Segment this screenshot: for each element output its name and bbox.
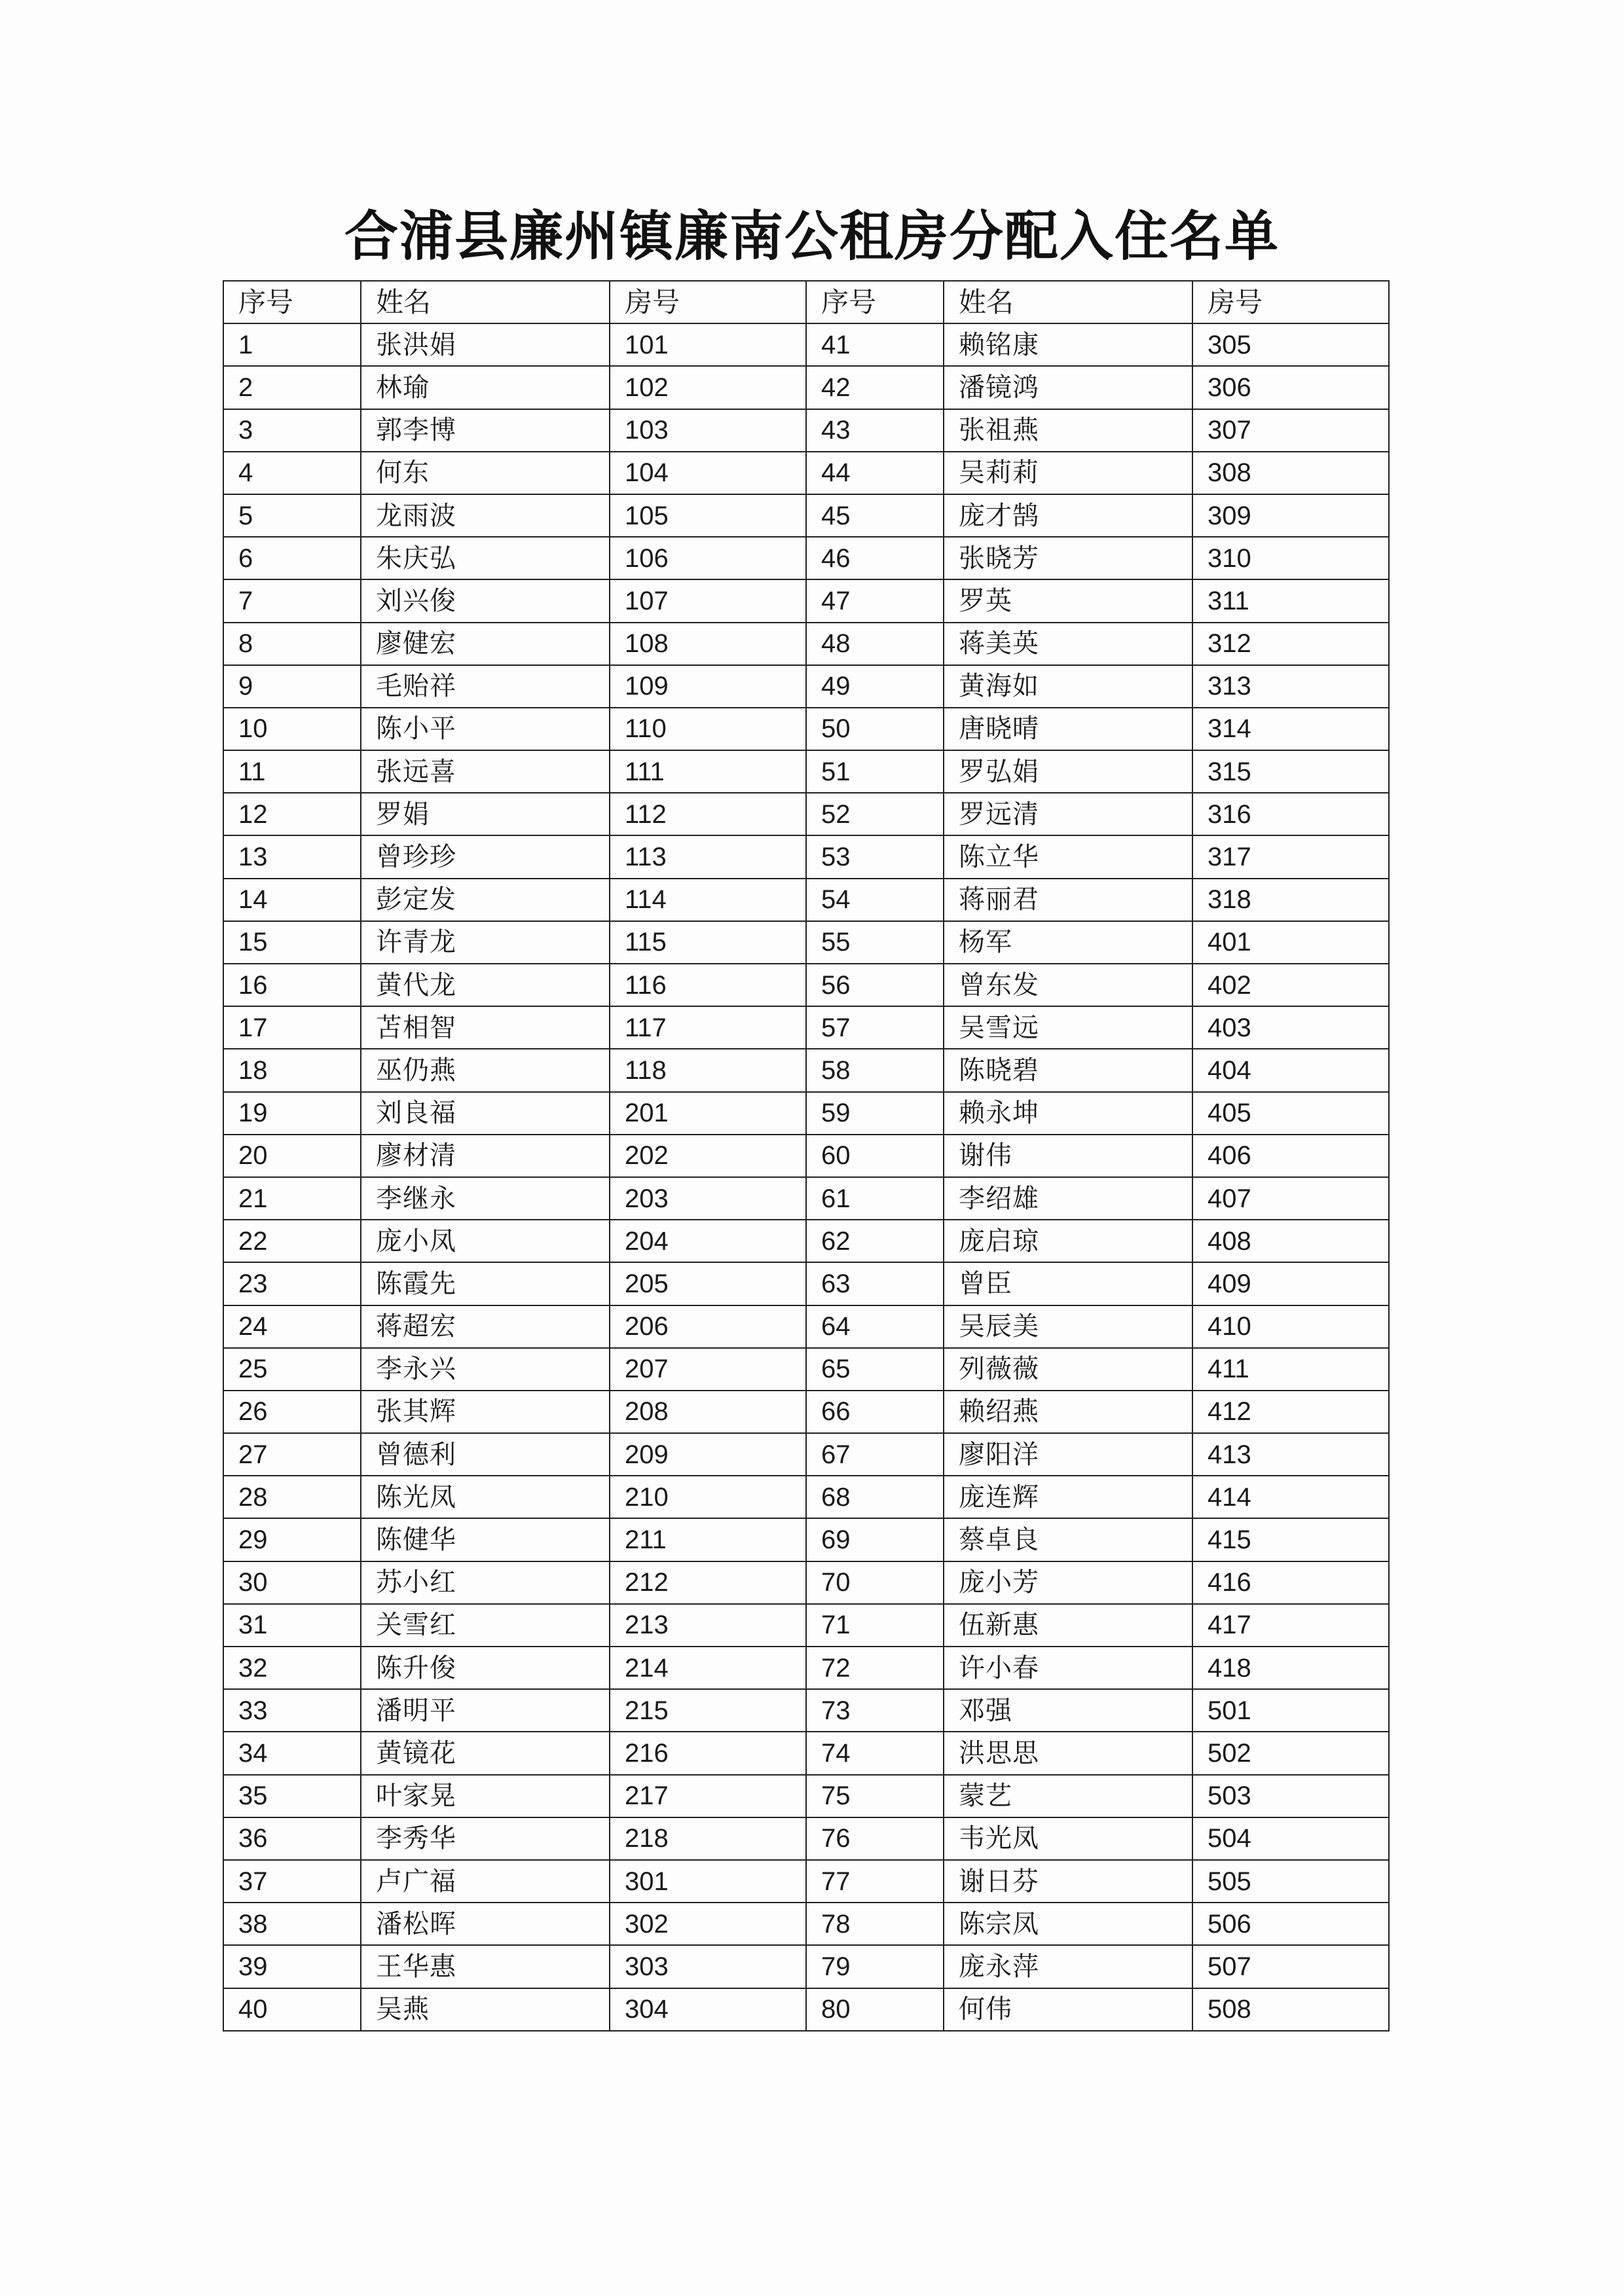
resident-name-right: 廖阳洋 bbox=[944, 1433, 1192, 1476]
row-index-left: 26 bbox=[223, 1391, 361, 1433]
row-index-right: 63 bbox=[806, 1262, 944, 1305]
row-index-right: 51 bbox=[806, 750, 944, 793]
room-number-left: 115 bbox=[610, 921, 806, 964]
row-index-left: 40 bbox=[223, 1988, 361, 2031]
row-index-left: 8 bbox=[223, 623, 361, 665]
room-number-left: 218 bbox=[610, 1817, 806, 1860]
row-index-left: 18 bbox=[223, 1049, 361, 1091]
row-index-left: 15 bbox=[223, 921, 361, 964]
table-row bbox=[223, 323, 1389, 366]
table-row bbox=[223, 964, 1389, 1006]
room-number-left: 304 bbox=[610, 1988, 806, 2031]
room-number-left: 301 bbox=[610, 1860, 806, 1903]
table-row bbox=[223, 1305, 1389, 1348]
resident-name-right: 蔡卓良 bbox=[944, 1518, 1192, 1561]
row-index-left: 27 bbox=[223, 1433, 361, 1476]
resident-name-right: 邓强 bbox=[944, 1689, 1192, 1732]
room-number-right: 403 bbox=[1192, 1006, 1389, 1049]
row-index-right: 57 bbox=[806, 1006, 944, 1049]
resident-name-left: 苏小红 bbox=[361, 1561, 610, 1604]
room-number-right: 308 bbox=[1192, 452, 1389, 494]
row-index-left: 11 bbox=[223, 750, 361, 793]
resident-name-right: 蒋丽君 bbox=[944, 879, 1192, 921]
resident-name-right: 许小春 bbox=[944, 1647, 1192, 1689]
resident-name-right: 吴辰美 bbox=[944, 1305, 1192, 1348]
room-number-left: 205 bbox=[610, 1262, 806, 1305]
room-number-left: 215 bbox=[610, 1689, 806, 1732]
resident-name-right: 庞小芳 bbox=[944, 1561, 1192, 1604]
room-number-right: 402 bbox=[1192, 964, 1389, 1006]
room-number-right: 311 bbox=[1192, 579, 1389, 622]
table-row bbox=[223, 1732, 1389, 1774]
room-number-left: 203 bbox=[610, 1177, 806, 1220]
room-number-right: 310 bbox=[1192, 537, 1389, 579]
table-row bbox=[223, 1348, 1389, 1391]
table-row bbox=[223, 1604, 1389, 1647]
resident-name-right: 何伟 bbox=[944, 1988, 1192, 2031]
room-number-right: 404 bbox=[1192, 1049, 1389, 1091]
header-index-right: 序号 bbox=[806, 281, 944, 323]
row-index-left: 29 bbox=[223, 1518, 361, 1561]
room-number-right: 505 bbox=[1192, 1860, 1389, 1903]
row-index-right: 53 bbox=[806, 835, 944, 878]
room-number-right: 413 bbox=[1192, 1433, 1389, 1476]
room-number-right: 313 bbox=[1192, 665, 1389, 708]
room-number-right: 506 bbox=[1192, 1903, 1389, 1945]
resident-name-right: 罗弘娟 bbox=[944, 750, 1192, 793]
row-index-right: 44 bbox=[806, 452, 944, 494]
room-number-left: 201 bbox=[610, 1092, 806, 1135]
row-index-right: 49 bbox=[806, 665, 944, 708]
room-number-left: 211 bbox=[610, 1518, 806, 1561]
room-number-right: 503 bbox=[1192, 1775, 1389, 1817]
room-number-right: 418 bbox=[1192, 1647, 1389, 1689]
room-number-left: 216 bbox=[610, 1732, 806, 1774]
row-index-right: 47 bbox=[806, 579, 944, 622]
table-row bbox=[223, 452, 1389, 494]
row-index-right: 77 bbox=[806, 1860, 944, 1903]
room-number-left: 107 bbox=[610, 579, 806, 622]
row-index-right: 42 bbox=[806, 366, 944, 409]
row-index-left: 28 bbox=[223, 1476, 361, 1518]
resident-name-left: 黄镜花 bbox=[361, 1732, 610, 1774]
room-number-right: 407 bbox=[1192, 1177, 1389, 1220]
table-row bbox=[223, 1945, 1389, 1988]
resident-name-left: 廖材清 bbox=[361, 1135, 610, 1177]
row-index-left: 10 bbox=[223, 708, 361, 750]
resident-name-left: 潘明平 bbox=[361, 1689, 610, 1732]
resident-name-right: 陈立华 bbox=[944, 835, 1192, 878]
row-index-right: 71 bbox=[806, 1604, 944, 1647]
row-index-right: 69 bbox=[806, 1518, 944, 1561]
allocation-table bbox=[223, 280, 1390, 2032]
row-index-left: 22 bbox=[223, 1220, 361, 1262]
table-row bbox=[223, 623, 1389, 665]
resident-name-left: 许青龙 bbox=[361, 921, 610, 964]
room-number-right: 508 bbox=[1192, 1988, 1389, 2031]
row-index-right: 43 bbox=[806, 409, 944, 452]
resident-name-left: 黄代龙 bbox=[361, 964, 610, 1006]
row-index-left: 3 bbox=[223, 409, 361, 452]
row-index-right: 66 bbox=[806, 1391, 944, 1433]
table-row bbox=[223, 1817, 1389, 1860]
resident-name-left: 张其辉 bbox=[361, 1391, 610, 1433]
row-index-left: 23 bbox=[223, 1262, 361, 1305]
room-number-right: 501 bbox=[1192, 1689, 1389, 1732]
table-row bbox=[223, 1988, 1389, 2031]
resident-name-left: 毛贻祥 bbox=[361, 665, 610, 708]
row-index-right: 45 bbox=[806, 494, 944, 537]
room-number-left: 208 bbox=[610, 1391, 806, 1433]
row-index-right: 80 bbox=[806, 1988, 944, 2031]
resident-name-left: 张洪娟 bbox=[361, 323, 610, 366]
room-number-right: 504 bbox=[1192, 1817, 1389, 1860]
resident-name-right: 张晓芳 bbox=[944, 537, 1192, 579]
table-row bbox=[223, 494, 1389, 537]
room-number-right: 409 bbox=[1192, 1262, 1389, 1305]
row-index-left: 35 bbox=[223, 1775, 361, 1817]
row-index-right: 62 bbox=[806, 1220, 944, 1262]
resident-name-left: 何东 bbox=[361, 452, 610, 494]
header-name-left: 姓名 bbox=[361, 281, 610, 323]
resident-name-right: 唐晓晴 bbox=[944, 708, 1192, 750]
row-index-left: 13 bbox=[223, 835, 361, 878]
resident-name-left: 陈小平 bbox=[361, 708, 610, 750]
resident-name-right: 吴莉莉 bbox=[944, 452, 1192, 494]
room-number-right: 415 bbox=[1192, 1518, 1389, 1561]
room-number-right: 317 bbox=[1192, 835, 1389, 878]
header-index-left: 序号 bbox=[223, 281, 361, 323]
resident-name-right: 赖铭康 bbox=[944, 323, 1192, 366]
resident-name-left: 潘松晖 bbox=[361, 1903, 610, 1945]
resident-name-right: 庞连辉 bbox=[944, 1476, 1192, 1518]
row-index-right: 54 bbox=[806, 879, 944, 921]
row-index-left: 31 bbox=[223, 1604, 361, 1647]
table-row bbox=[223, 835, 1389, 878]
room-number-right: 406 bbox=[1192, 1135, 1389, 1177]
row-index-left: 34 bbox=[223, 1732, 361, 1774]
resident-name-right: 黄海如 bbox=[944, 665, 1192, 708]
room-number-left: 109 bbox=[610, 665, 806, 708]
resident-name-left: 陈光凤 bbox=[361, 1476, 610, 1518]
resident-name-left: 陈健华 bbox=[361, 1518, 610, 1561]
header-room-right: 房号 bbox=[1192, 281, 1389, 323]
room-number-right: 411 bbox=[1192, 1348, 1389, 1391]
room-number-left: 102 bbox=[610, 366, 806, 409]
row-index-right: 67 bbox=[806, 1433, 944, 1476]
room-number-right: 316 bbox=[1192, 793, 1389, 835]
resident-name-right: 杨军 bbox=[944, 921, 1192, 964]
room-number-left: 217 bbox=[610, 1775, 806, 1817]
room-number-left: 207 bbox=[610, 1348, 806, 1391]
row-index-right: 60 bbox=[806, 1135, 944, 1177]
room-number-right: 315 bbox=[1192, 750, 1389, 793]
document-title: 合浦县廉州镇廉南公租房分配入住名单 bbox=[344, 205, 1280, 268]
table-row bbox=[223, 1689, 1389, 1732]
row-index-left: 30 bbox=[223, 1561, 361, 1604]
row-index-right: 41 bbox=[806, 323, 944, 366]
row-index-right: 58 bbox=[806, 1049, 944, 1091]
table-row bbox=[223, 1903, 1389, 1945]
room-number-left: 113 bbox=[610, 835, 806, 878]
room-number-right: 306 bbox=[1192, 366, 1389, 409]
resident-name-right: 谢伟 bbox=[944, 1135, 1192, 1177]
row-index-right: 65 bbox=[806, 1348, 944, 1391]
room-number-left: 213 bbox=[610, 1604, 806, 1647]
room-number-left: 204 bbox=[610, 1220, 806, 1262]
resident-name-left: 龙雨波 bbox=[361, 494, 610, 537]
resident-name-left: 李继永 bbox=[361, 1177, 610, 1220]
room-number-right: 314 bbox=[1192, 708, 1389, 750]
room-number-right: 307 bbox=[1192, 409, 1389, 452]
room-number-right: 312 bbox=[1192, 623, 1389, 665]
table-row bbox=[223, 1049, 1389, 1091]
resident-name-left: 李永兴 bbox=[361, 1348, 610, 1391]
table-row bbox=[223, 708, 1389, 750]
row-index-right: 55 bbox=[806, 921, 944, 964]
resident-name-left: 林瑜 bbox=[361, 366, 610, 409]
room-number-right: 502 bbox=[1192, 1732, 1389, 1774]
table-row bbox=[223, 1476, 1389, 1518]
row-index-right: 74 bbox=[806, 1732, 944, 1774]
row-index-right: 72 bbox=[806, 1647, 944, 1689]
resident-name-right: 庞永萍 bbox=[944, 1945, 1192, 1988]
resident-name-right: 潘镜鸿 bbox=[944, 366, 1192, 409]
resident-name-right: 列薇薇 bbox=[944, 1348, 1192, 1391]
resident-name-right: 蒙艺 bbox=[944, 1775, 1192, 1817]
row-index-right: 64 bbox=[806, 1305, 944, 1348]
table-header-row bbox=[223, 281, 1389, 323]
row-index-left: 5 bbox=[223, 494, 361, 537]
row-index-right: 46 bbox=[806, 537, 944, 579]
resident-name-right: 陈宗凤 bbox=[944, 1903, 1192, 1945]
room-number-right: 318 bbox=[1192, 879, 1389, 921]
row-index-right: 56 bbox=[806, 964, 944, 1006]
row-index-left: 25 bbox=[223, 1348, 361, 1391]
resident-name-left: 廖健宏 bbox=[361, 623, 610, 665]
row-index-left: 38 bbox=[223, 1903, 361, 1945]
resident-name-left: 陈升俊 bbox=[361, 1647, 610, 1689]
row-index-right: 48 bbox=[806, 623, 944, 665]
resident-name-left: 关雪红 bbox=[361, 1604, 610, 1647]
row-index-left: 17 bbox=[223, 1006, 361, 1049]
resident-name-left: 彭定发 bbox=[361, 879, 610, 921]
room-number-right: 416 bbox=[1192, 1561, 1389, 1604]
row-index-left: 20 bbox=[223, 1135, 361, 1177]
row-index-left: 14 bbox=[223, 879, 361, 921]
table-row bbox=[223, 1262, 1389, 1305]
room-number-left: 116 bbox=[610, 964, 806, 1006]
row-index-left: 33 bbox=[223, 1689, 361, 1732]
row-index-right: 79 bbox=[806, 1945, 944, 1988]
room-number-right: 408 bbox=[1192, 1220, 1389, 1262]
resident-name-left: 刘兴俊 bbox=[361, 579, 610, 622]
room-number-left: 106 bbox=[610, 537, 806, 579]
room-number-right: 410 bbox=[1192, 1305, 1389, 1348]
row-index-left: 39 bbox=[223, 1945, 361, 1988]
header-room-left: 房号 bbox=[610, 281, 806, 323]
resident-name-right: 庞启琼 bbox=[944, 1220, 1192, 1262]
resident-name-left: 叶家晃 bbox=[361, 1775, 610, 1817]
table-row bbox=[223, 537, 1389, 579]
table-row bbox=[223, 1220, 1389, 1262]
row-index-right: 70 bbox=[806, 1561, 944, 1604]
room-number-left: 114 bbox=[610, 879, 806, 921]
room-number-right: 401 bbox=[1192, 921, 1389, 964]
resident-name-left: 张远喜 bbox=[361, 750, 610, 793]
room-number-right: 405 bbox=[1192, 1092, 1389, 1135]
row-index-left: 4 bbox=[223, 452, 361, 494]
resident-name-right: 赖永坤 bbox=[944, 1092, 1192, 1135]
resident-name-left: 李秀华 bbox=[361, 1817, 610, 1860]
row-index-left: 24 bbox=[223, 1305, 361, 1348]
table-row bbox=[223, 409, 1389, 452]
table-row bbox=[223, 1391, 1389, 1433]
resident-name-right: 曾臣 bbox=[944, 1262, 1192, 1305]
row-index-right: 78 bbox=[806, 1903, 944, 1945]
table-row bbox=[223, 793, 1389, 835]
room-number-left: 302 bbox=[610, 1903, 806, 1945]
room-number-left: 214 bbox=[610, 1647, 806, 1689]
room-number-left: 303 bbox=[610, 1945, 806, 1988]
table-row bbox=[223, 750, 1389, 793]
row-index-left: 9 bbox=[223, 665, 361, 708]
room-number-left: 101 bbox=[610, 323, 806, 366]
row-index-right: 59 bbox=[806, 1092, 944, 1135]
table-row bbox=[223, 1135, 1389, 1177]
resident-name-left: 王华惠 bbox=[361, 1945, 610, 1988]
resident-name-right: 庞才鹄 bbox=[944, 494, 1192, 537]
room-number-right: 309 bbox=[1192, 494, 1389, 537]
row-index-left: 21 bbox=[223, 1177, 361, 1220]
row-index-left: 19 bbox=[223, 1092, 361, 1135]
resident-name-left: 蒋超宏 bbox=[361, 1305, 610, 1348]
resident-name-left: 罗娟 bbox=[361, 793, 610, 835]
room-number-left: 206 bbox=[610, 1305, 806, 1348]
resident-name-left: 庞小凤 bbox=[361, 1220, 610, 1262]
room-number-right: 417 bbox=[1192, 1604, 1389, 1647]
row-index-right: 75 bbox=[806, 1775, 944, 1817]
resident-name-right: 洪思思 bbox=[944, 1732, 1192, 1774]
room-number-right: 412 bbox=[1192, 1391, 1389, 1433]
row-index-left: 2 bbox=[223, 366, 361, 409]
resident-name-right: 李绍雄 bbox=[944, 1177, 1192, 1220]
row-index-left: 36 bbox=[223, 1817, 361, 1860]
room-number-left: 118 bbox=[610, 1049, 806, 1091]
room-number-right: 305 bbox=[1192, 323, 1389, 366]
table-row bbox=[223, 366, 1389, 409]
resident-name-right: 赖绍燕 bbox=[944, 1391, 1192, 1433]
table-row bbox=[223, 879, 1389, 921]
room-number-left: 110 bbox=[610, 708, 806, 750]
table-row bbox=[223, 1092, 1389, 1135]
row-index-right: 52 bbox=[806, 793, 944, 835]
table-row bbox=[223, 1433, 1389, 1476]
room-number-right: 414 bbox=[1192, 1476, 1389, 1518]
header-name-right: 姓名 bbox=[944, 281, 1192, 323]
room-number-left: 210 bbox=[610, 1476, 806, 1518]
room-number-right: 507 bbox=[1192, 1945, 1389, 1988]
table-row bbox=[223, 1006, 1389, 1049]
table-row bbox=[223, 1860, 1389, 1903]
resident-name-right: 陈晓碧 bbox=[944, 1049, 1192, 1091]
resident-name-left: 陈霞先 bbox=[361, 1262, 610, 1305]
row-index-left: 16 bbox=[223, 964, 361, 1006]
room-number-left: 212 bbox=[610, 1561, 806, 1604]
resident-name-right: 韦光凤 bbox=[944, 1817, 1192, 1860]
resident-name-right: 曾东发 bbox=[944, 964, 1192, 1006]
resident-name-left: 朱庆弘 bbox=[361, 537, 610, 579]
resident-name-left: 巫仍燕 bbox=[361, 1049, 610, 1091]
table-row bbox=[223, 1177, 1389, 1220]
room-number-left: 111 bbox=[610, 750, 806, 793]
table-body bbox=[223, 323, 1389, 2031]
resident-name-right: 吴雪远 bbox=[944, 1006, 1192, 1049]
row-index-left: 6 bbox=[223, 537, 361, 579]
room-number-left: 202 bbox=[610, 1135, 806, 1177]
table-row bbox=[223, 1647, 1389, 1689]
resident-name-right: 蒋美英 bbox=[944, 623, 1192, 665]
resident-name-left: 吴燕 bbox=[361, 1988, 610, 2031]
row-index-right: 68 bbox=[806, 1476, 944, 1518]
table-row bbox=[223, 1775, 1389, 1817]
resident-name-left: 曾珍珍 bbox=[361, 835, 610, 878]
resident-name-right: 谢日芬 bbox=[944, 1860, 1192, 1903]
resident-name-left: 刘良福 bbox=[361, 1092, 610, 1135]
row-index-left: 37 bbox=[223, 1860, 361, 1903]
row-index-right: 50 bbox=[806, 708, 944, 750]
table-row bbox=[223, 665, 1389, 708]
resident-name-right: 罗远清 bbox=[944, 793, 1192, 835]
table-row bbox=[223, 1518, 1389, 1561]
resident-name-left: 郭李博 bbox=[361, 409, 610, 452]
row-index-right: 76 bbox=[806, 1817, 944, 1860]
resident-name-right: 罗英 bbox=[944, 579, 1192, 622]
room-number-left: 108 bbox=[610, 623, 806, 665]
room-number-left: 112 bbox=[610, 793, 806, 835]
row-index-right: 73 bbox=[806, 1689, 944, 1732]
resident-name-left: 曾德利 bbox=[361, 1433, 610, 1476]
table-row bbox=[223, 921, 1389, 964]
row-index-right: 61 bbox=[806, 1177, 944, 1220]
room-number-left: 103 bbox=[610, 409, 806, 452]
resident-name-right: 伍新惠 bbox=[944, 1604, 1192, 1647]
room-number-left: 209 bbox=[610, 1433, 806, 1476]
resident-name-left: 苫相智 bbox=[361, 1006, 610, 1049]
room-number-left: 104 bbox=[610, 452, 806, 494]
row-index-left: 7 bbox=[223, 579, 361, 622]
table-row bbox=[223, 1561, 1389, 1604]
row-index-left: 1 bbox=[223, 323, 361, 366]
row-index-left: 32 bbox=[223, 1647, 361, 1689]
room-number-left: 117 bbox=[610, 1006, 806, 1049]
table-row bbox=[223, 579, 1389, 622]
row-index-left: 12 bbox=[223, 793, 361, 835]
resident-name-right: 张祖燕 bbox=[944, 409, 1192, 452]
room-number-left: 105 bbox=[610, 494, 806, 537]
resident-name-left: 卢广福 bbox=[361, 1860, 610, 1903]
